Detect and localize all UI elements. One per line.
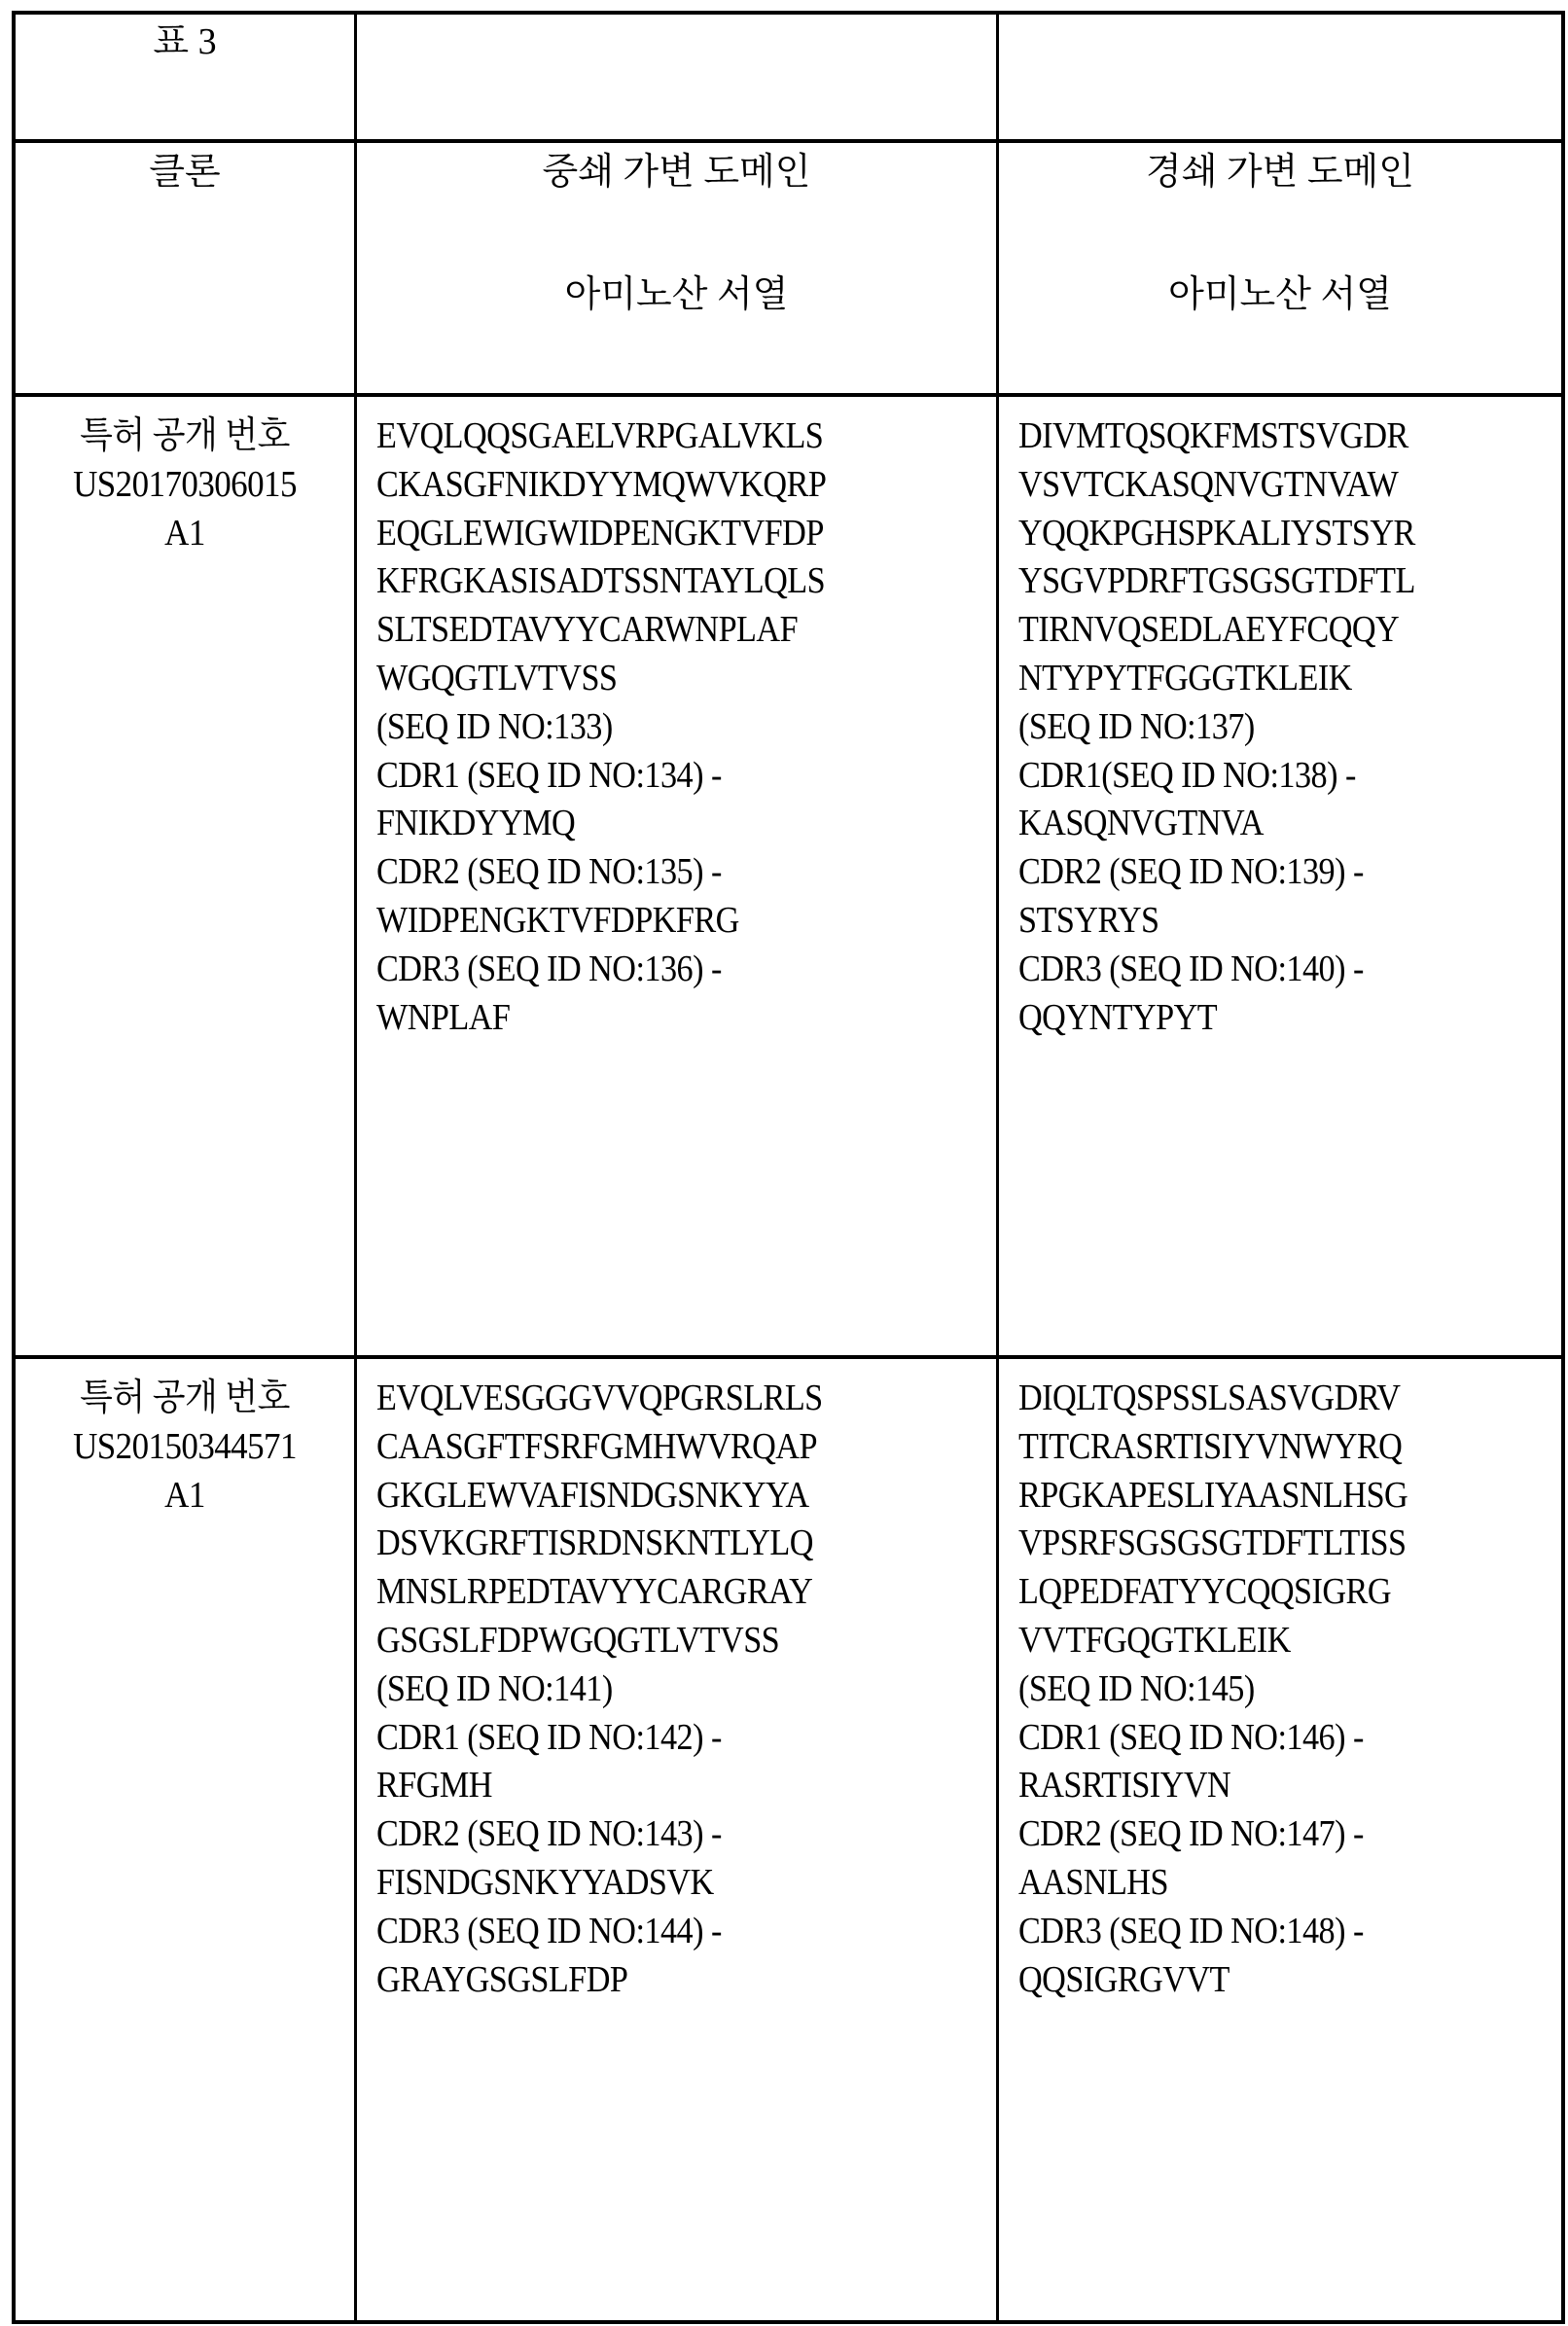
patent-number: US20170306015	[73, 463, 297, 505]
sequence-line: EVQLQQSGAELVRPGALVKLS	[376, 415, 824, 456]
patent-kind: A1	[164, 1474, 205, 1516]
sequence-line: VSVTCKASQNVGTNVAW	[1018, 463, 1399, 505]
cdr1-sequence: FNIKDYYMQ	[376, 803, 576, 844]
cdr1-label: CDR1 (SEQ ID NO:134) -	[376, 754, 722, 796]
sequence-line: NTYPYTFGGGTKLEIK	[1018, 657, 1352, 698]
cdr3-sequence: WNPLAF	[376, 996, 511, 1038]
sequence-line: YSGVPDRFTGSGSGTDFTL	[1018, 560, 1415, 602]
sequence-line: DIVMTQSQKFMSTSVGDR	[1018, 415, 1408, 456]
heavy-chain-cell	[354, 1359, 996, 2320]
table-row	[16, 1355, 1561, 2320]
sequence-line: CAASGFTFSRFGMHWVRQAP	[376, 1425, 817, 1467]
caption-row	[16, 15, 1561, 143]
sequence-line: TITCRASRTISIYVNWYRQ	[1018, 1425, 1403, 1467]
heavy-chain-cell	[354, 397, 996, 1359]
seq-id-label: (SEQ ID NO:141)	[376, 1667, 613, 1709]
patent-kind: A1	[164, 512, 205, 554]
cdr3-label: CDR3 (SEQ ID NO:148) -	[1018, 1910, 1364, 1951]
seq-id-label: (SEQ ID NO:137)	[1018, 705, 1255, 747]
header-light-line2: 아미노산 서열	[1168, 274, 1392, 315]
cdr2-sequence: FISNDGSNKYYADSVK	[376, 1861, 714, 1903]
sequence-table	[12, 11, 1565, 2324]
empty-cell	[996, 15, 1561, 143]
sequence-line: DIQLTQSPSSLSASVGDRV	[1018, 1378, 1401, 1418]
cdr3-label: CDR3 (SEQ ID NO:136) -	[376, 948, 722, 989]
cdr3-label: CDR3 (SEQ ID NO:144) -	[376, 1910, 722, 1951]
header-heavy-line2: 아미노산 서열	[564, 274, 789, 315]
sequence-line: WGQGTLVTVSS	[376, 657, 618, 698]
cdr2-label: CDR2 (SEQ ID NO:143) -	[376, 1813, 722, 1855]
sequence-line: LQPEDFATYYCQQSIGRG	[1018, 1571, 1391, 1613]
header-heavy-line1: 중쇄 가변 도메인	[542, 152, 811, 193]
cdr3-sequence: QQYNTYPYT	[1018, 996, 1218, 1038]
table-caption: 표 3	[153, 21, 217, 62]
sequence-line: KFRGKASISADTSSNTAYLQLS	[376, 560, 826, 602]
cdr1-sequence: RASRTISIYVN	[1018, 1765, 1231, 1807]
cdr2-sequence: AASNLHS	[1018, 1861, 1168, 1903]
header-heavy-chain	[354, 143, 996, 397]
sequence-line: EVQLVESGGGVVQPGRSLRLS	[376, 1378, 823, 1418]
sequence-line: YQQKPGHSPKALIYSTSYR	[1018, 512, 1415, 554]
caption-cell	[16, 15, 354, 143]
sequence-line: MNSLRPEDTAVYYCARGRAY	[376, 1571, 813, 1613]
sequence-line: VPSRFSGSGSGTDFTLTISS	[1018, 1522, 1407, 1564]
cdr2-label: CDR2 (SEQ ID NO:147) -	[1018, 1813, 1364, 1855]
patent-number: US20150344571	[73, 1425, 297, 1467]
sequence-line: DSVKGRFTISRDNSKNTLYLQ	[376, 1522, 813, 1564]
cdr1-sequence: RFGMH	[376, 1765, 492, 1807]
header-light-chain	[996, 143, 1561, 397]
cdr1-sequence: KASQNVGTNVA	[1018, 803, 1264, 844]
header-clone-label: 클론	[149, 152, 221, 193]
sequence-line: CKASGFNIKDYYMQWVKQRP	[376, 463, 827, 505]
cdr2-sequence: WIDPENGKTVFDPKFRG	[376, 899, 739, 941]
cdr2-label: CDR2 (SEQ ID NO:135) -	[376, 851, 722, 893]
sequence-line: SLTSEDTAVYYCARWNPLAF	[376, 609, 799, 651]
cdr1-label: CDR1 (SEQ ID NO:146) -	[1018, 1716, 1364, 1758]
sequence-line: RPGKAPESLIYAASNLHSG	[1018, 1474, 1408, 1516]
empty-cell	[354, 15, 996, 143]
cdr3-label: CDR3 (SEQ ID NO:140) -	[1018, 948, 1364, 989]
sequence-line: GSGSLFDPWGQGTLVTVSS	[376, 1619, 780, 1661]
sequence-line: TIRNVQSEDLAEYFCQQY	[1018, 609, 1400, 651]
cdr3-sequence: QQSIGRGVVT	[1018, 1958, 1229, 2000]
cdr3-sequence: GRAYGSGSLFDP	[376, 1958, 628, 2000]
sequence-line: GKGLEWVAFISNDGSNKYYA	[376, 1474, 809, 1516]
sequence-line: VVTFGQGTKLEIK	[1018, 1619, 1291, 1661]
header-clone	[16, 143, 354, 397]
header-light-line1: 경쇄 가변 도메인	[1146, 152, 1414, 193]
cdr2-label: CDR2 (SEQ ID NO:139) -	[1018, 851, 1364, 893]
light-chain-cell	[996, 397, 1561, 1359]
clone-label: 특허 공개 번호	[80, 415, 290, 456]
sequence-line: EQGLEWIGWIDPENGKTVFDP	[376, 512, 824, 554]
cdr1-label: CDR1(SEQ ID NO:138) -	[1018, 754, 1356, 796]
clone-cell	[16, 1359, 354, 2320]
light-chain-cell	[996, 1359, 1561, 2320]
seq-id-label: (SEQ ID NO:133)	[376, 705, 613, 747]
seq-id-label: (SEQ ID NO:145)	[1018, 1667, 1255, 1709]
table-row	[16, 393, 1561, 1359]
cdr1-label: CDR1 (SEQ ID NO:142) -	[376, 1716, 722, 1758]
clone-label: 특허 공개 번호	[80, 1378, 290, 1418]
clone-cell	[16, 397, 354, 1359]
header-row	[16, 139, 1561, 397]
cdr2-sequence: STSYRYS	[1018, 899, 1159, 941]
